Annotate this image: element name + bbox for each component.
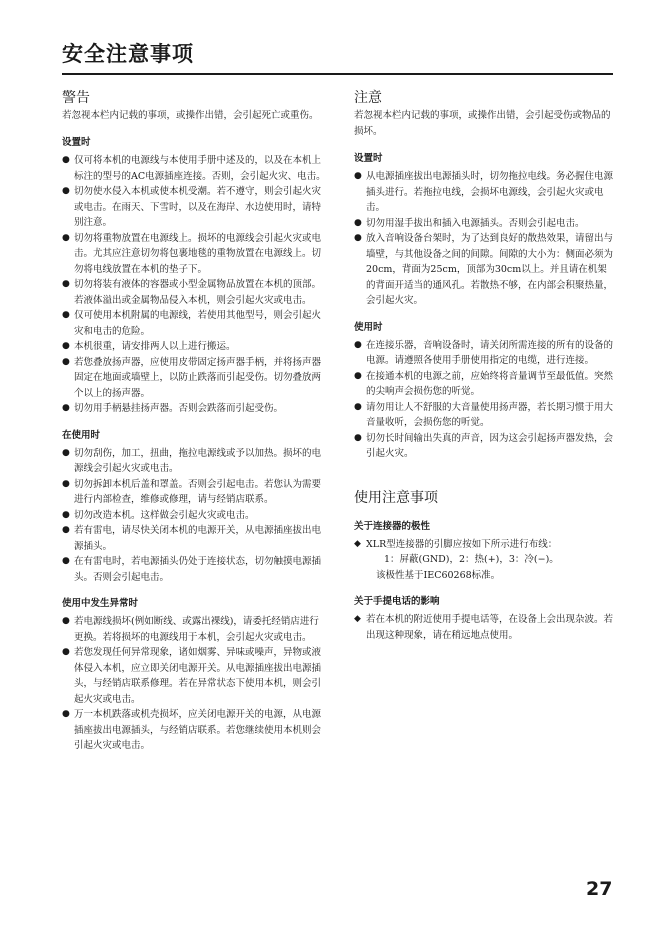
warning-setup-heading: 设置时 — [62, 137, 91, 148]
list-item: ● 若有雷电，请尽快关闭本机的电源开关，从电源插座拔出电源插头。 — [62, 523, 327, 554]
caution-intro: 若忽视本栏内记载的事项，或操作出错，会引起受伤或物品的损坏。 — [354, 110, 611, 137]
spacer — [354, 462, 616, 488]
list-item: ● 放入音响设备台架时，为了达到良好的散热效果，请留出与墙壁，与其他设备之间的间隙。间隙的大小为：侧面必须为20cm，背面为25cm，顶部为30cm以上。并且请在机架的背面开适当的通风孔。若散热不够，在内部会积聚热量，会引起火灾。 — [354, 231, 616, 309]
list-item: ● 切勿将装有液体的容器或小型金属物品放置在本机的顶部。若液体溢出或金属物品侵入本机，则会引起火灾或电击。 — [62, 277, 327, 308]
list-item: ● 切勿拆卸本机后盖和罩盖。否则会引起电击。若您认为需要进行内部检查，维修或修理，请与经销店联系。 — [62, 477, 327, 508]
list-item: ● 切勿改造本机。这样做会引起火灾或电击。 — [62, 508, 327, 524]
list-item: ● 切勿长时间输出失真的声音，因为这会引起扬声器发热，会引起火灾。 — [354, 431, 616, 462]
list-item: ● 切勿使水侵入本机或使本机受潮。若不遵守，则会引起火灾或电击。在雨天、下雪时，以及在海岸、水边使用时，请特别注意。 — [62, 184, 327, 231]
warning-abnormal-list — [62, 614, 327, 754]
warning-use-heading: 在使用时 — [62, 429, 101, 441]
warning-setup-list — [62, 153, 327, 417]
warning-use-list — [62, 446, 327, 586]
usage-phone-heading: 关于手提电话的影响 — [354, 596, 440, 607]
list-item: ● 切勿刮伤，加工，扭曲，拖拉电源线或予以加热。损坏的电源线会引起火灾或电击。 — [62, 446, 327, 477]
usage-heading: 使用注意事项 — [354, 489, 438, 506]
list-item: ● 请勿用让人不舒服的大音量使用扬声器，若长期习惯于用大音量收听，会损伤您的听觉。 — [354, 400, 616, 431]
list-item: ● 仅可将本机的电源线与本使用手册中述及的，以及在本机上标注的型号的AC电源插座连接。否则，会引起火灾、电击。 — [62, 153, 327, 184]
caution-use-list — [354, 338, 616, 462]
list-item: ● 在接通本机的电源之前，应始终将音量调节至最低值。突然的尖响声会损伤您的听觉。 — [354, 369, 616, 400]
list-item: ● 切勿用手柄悬挂扬声器。否则会跌落而引起受伤。 — [62, 401, 327, 417]
warning-abnormal-heading: 使用中发生异常时 — [62, 598, 139, 609]
caution-heading: 注意 — [354, 90, 382, 106]
page-number: 27 — [586, 878, 613, 900]
caution-use-heading: 使用时 — [354, 321, 383, 333]
usage-polarity-heading: 关于连接器的极性 — [354, 520, 431, 532]
page-title: 安全注意事项 — [62, 42, 194, 66]
list-item: ● 切勿将重物放置在电源线上。损坏的电源线会引起火灾或电击。尤其应注意切勿将包裹地毯的重物放置在电源线上。切勿将电线放置在本机的垫子下。 — [62, 231, 327, 278]
list-item: ● 在有雷电时，若电源插头仍处于连接状态，切勿触摸电源插头。否则会引起电击。 — [62, 554, 327, 585]
list-item: ● 本机很重，请安排两人以上进行搬运。 — [62, 339, 327, 355]
warning-column — [62, 88, 327, 754]
caution-column — [354, 88, 616, 643]
title-rule — [62, 73, 613, 75]
caution-setup-list — [354, 169, 616, 309]
list-item: ◆ XLR型连接器的引脚应按如下所示进行布线： — [354, 537, 616, 553]
list-item: ● 切勿用湿手拔出和插入电源插头。否则会引起电击。 — [354, 216, 616, 232]
usage-phone-list — [354, 612, 616, 643]
polarity-standard: 该极性基于IEC60268标准。 — [376, 569, 501, 581]
warning-intro: 若忽视本栏内记载的事项，或操作出错，会引起死亡或重伤。 — [62, 110, 319, 121]
polarity-pins: 1：屏蔽(GND)，2：热(+)，3：冷(−)。 — [384, 554, 559, 565]
list-item: ● 从电源插座拔出电源插头时，切勿拖拉电线。务必握住电源插头进行。若拖拉电线，会损坏电源线，会引起火灾或电击。 — [354, 169, 616, 216]
list-item: ● 若您叠放扬声器，应使用皮带固定扬声器手柄，并将扬声器固定在地面或墙壁上，以防止跌落而引起受伤。切勿叠放两个以上的扬声器。 — [62, 355, 327, 402]
warning-heading: 警告 — [62, 90, 90, 106]
caution-setup-heading: 设置时 — [354, 153, 383, 164]
list-item: ● 在连接乐器，音响设备时，请关闭所需连接的所有的设备的电源。请遵照各使用手册使用指定的电缆，进行连接。 — [354, 338, 616, 369]
list-item: ◆ 若在本机的附近使用手提电话等，在设备上会出现杂波。若出现这种现象，请在稍远地点使用。 — [354, 612, 616, 643]
usage-polarity-list — [354, 537, 616, 553]
list-item: ● 若您发现任何异常现象，诸如烟雾、异味或噪声，异物或液体侵入本机，应立即关闭电源开关。从电源插座拔出电源插头，与经销店联系修理。若在异常状态下使用本机，则会引起火灾或电击。 — [62, 645, 327, 707]
list-item: ● 万一本机跌落或机壳损坏，应关闭电源开关的电源，从电源插座拔出电源插头，与经销店联系。若您继续使用本机则会引起火灾或电击。 — [62, 707, 327, 754]
list-item: ● 若电源线损坏(例如断线、或露出裸线)，请委托经销店进行更换。若将损坏的电源线用于本机，会引起火灾或电击。 — [62, 614, 327, 645]
list-item: ● 仅可使用本机附属的电源线，若使用其他型号，则会引起火灾和电击的危险。 — [62, 308, 327, 339]
